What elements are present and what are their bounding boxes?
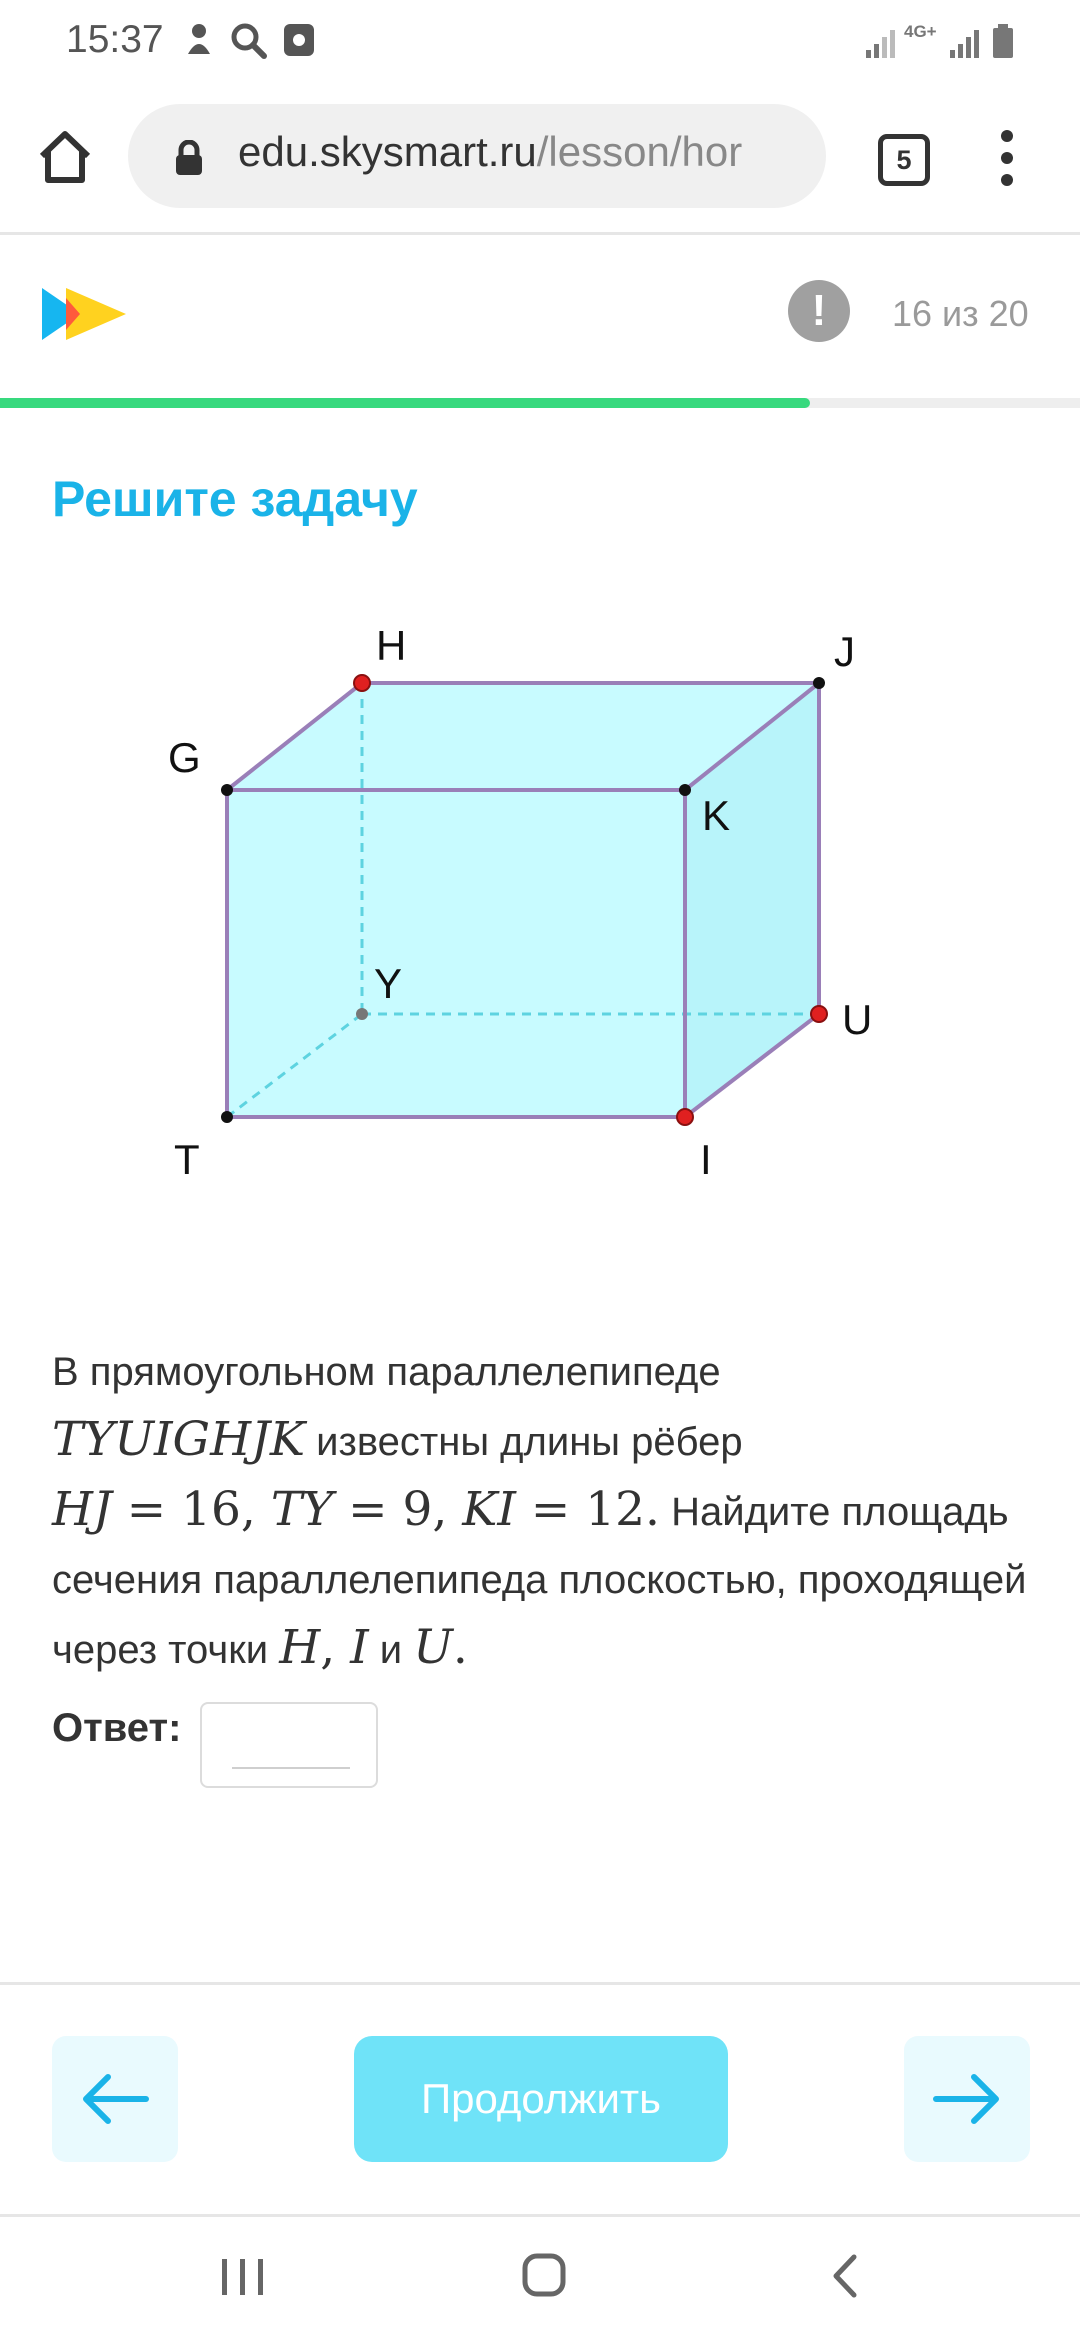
label-T: T	[174, 1136, 200, 1183]
edge-3-value: 12	[585, 1482, 646, 1537]
next-button[interactable]	[904, 2036, 1030, 2162]
point-1: H	[279, 1620, 321, 1675]
search-status-icon	[230, 22, 268, 65]
point-H	[354, 675, 370, 691]
app-status-icon	[282, 22, 316, 63]
previous-button[interactable]	[52, 2036, 178, 2162]
lock-icon	[174, 140, 204, 181]
point-Y	[356, 1008, 368, 1020]
and-word: и	[379, 1628, 403, 1672]
edge-2-name: TY	[270, 1482, 334, 1537]
signal-icon-2	[950, 30, 980, 63]
task-title: Решите задачу	[52, 471, 418, 527]
notification-icon	[184, 22, 214, 63]
label-U: U	[842, 996, 873, 1043]
menu-dot	[1001, 152, 1013, 164]
system-navigation-bar	[0, 2217, 1080, 2340]
divider	[0, 1982, 1080, 1985]
home-button[interactable]	[34, 126, 96, 188]
url-text	[238, 128, 804, 176]
point-J	[813, 677, 825, 689]
menu-dot	[1001, 174, 1013, 186]
task-text-part-1: В прямоугольном параллелепипеде	[52, 1350, 721, 1394]
point-K	[679, 784, 691, 796]
task-text-part-2: известны длины рёбер	[316, 1420, 743, 1464]
status-time: 15:37	[66, 18, 164, 61]
menu-dot	[1001, 130, 1013, 142]
figure-name: TYUIGHJK	[52, 1412, 306, 1467]
browser-toolbar	[0, 90, 1080, 235]
home-nav-icon[interactable]	[522, 2253, 566, 2302]
point-2: I	[350, 1620, 369, 1675]
progress-counter: 16 из 20	[892, 293, 1029, 334]
signal-icon-1	[866, 30, 896, 63]
home-icon	[34, 126, 96, 188]
point-U	[811, 1006, 827, 1022]
tabs-button[interactable]: 5	[878, 134, 930, 186]
label-J: J	[834, 628, 855, 675]
continue-button[interactable]: Продолжить	[354, 2036, 728, 2162]
battery-icon	[992, 24, 1014, 63]
arrow-right-icon	[904, 2036, 1030, 2162]
answer-label: Ответ:	[52, 1706, 182, 1750]
url-domain: edu.skysmart.ru	[238, 128, 537, 175]
answer-input[interactable]	[200, 1702, 378, 1788]
network-type-label: 4G+	[904, 22, 937, 41]
point-T	[221, 1111, 233, 1123]
menu-button[interactable]	[992, 130, 1022, 186]
progress-bar	[0, 398, 1080, 408]
report-issue-icon[interactable]: !	[788, 280, 850, 342]
url-path: /lesson/hor	[536, 128, 743, 175]
recent-apps-icon[interactable]	[220, 2257, 266, 2302]
progress-bar-fill	[0, 398, 810, 408]
label-G: G	[168, 734, 201, 781]
label-I: I	[700, 1136, 712, 1183]
task-statement: В прямоугольном параллелепипеде TYUIGHJK известны длины рёбер HJ = 16, TY = 9, KI = 12. Найдите площадь сечения параллелепипеда плоскостью, проходящей через точки H, I и U.	[52, 1350, 1027, 1675]
edge-1-name: HJ	[52, 1482, 112, 1537]
address-bar[interactable]	[128, 104, 826, 208]
front-face	[227, 790, 685, 1117]
parallelepiped-figure	[150, 610, 910, 1190]
arrow-left-icon	[52, 2036, 178, 2162]
point-I	[677, 1109, 693, 1125]
edge-1-value: 16	[181, 1482, 241, 1537]
status-bar	[0, 0, 1080, 90]
label-Y: Y	[374, 960, 403, 1007]
task-text-part-3: Найдите площадь сечения параллелепипеда плоскостью, проходящей через точки	[52, 1490, 1027, 1672]
answer-input-underline	[232, 1767, 350, 1769]
edge-3-name: KI	[462, 1482, 516, 1537]
point-G	[221, 784, 233, 796]
label-H: H	[376, 622, 407, 669]
point-3: U	[413, 1620, 453, 1675]
edge-2-value: 9	[402, 1482, 433, 1537]
skysmart-logo[interactable]	[40, 284, 130, 349]
label-K: K	[702, 792, 731, 839]
back-nav-icon[interactable]	[830, 2253, 860, 2304]
